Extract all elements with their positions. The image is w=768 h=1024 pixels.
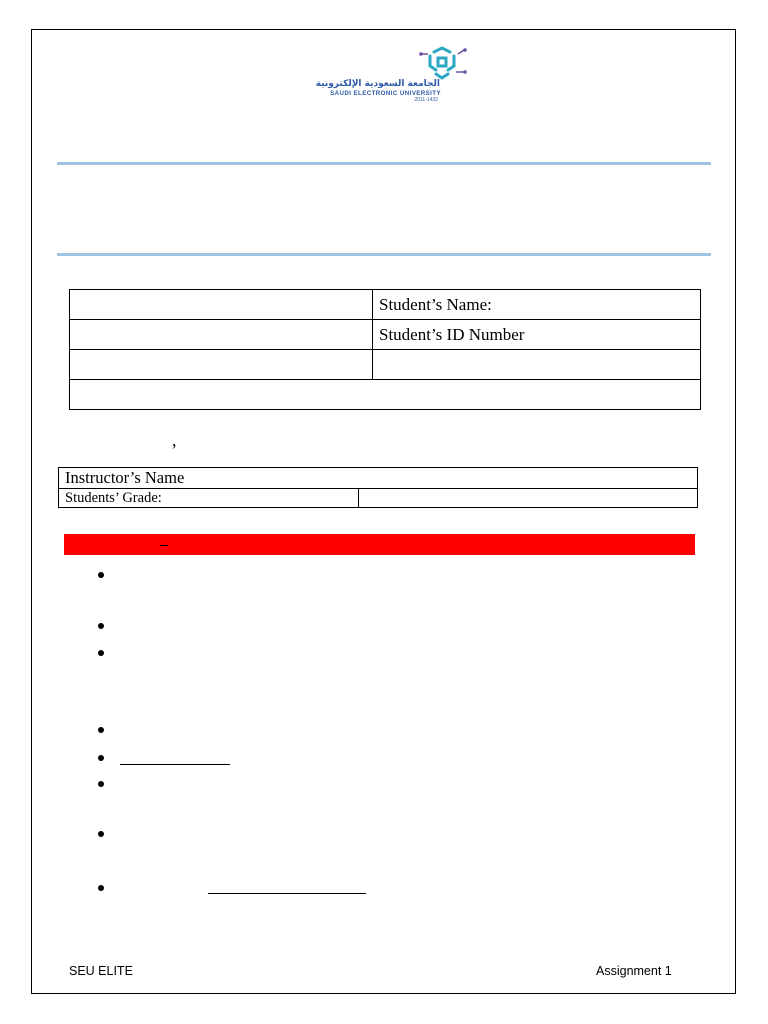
university-logo — [298, 46, 478, 104]
bullet-point — [98, 781, 104, 787]
seu-emblem-icon — [414, 46, 470, 82]
bullet-point — [98, 831, 104, 837]
header-rule-bottom — [57, 253, 711, 256]
page-border — [31, 29, 736, 994]
table-row — [59, 468, 698, 489]
table-cell[interactable] — [70, 380, 701, 410]
bullet-point — [98, 885, 104, 891]
table-row — [70, 290, 701, 320]
comma-mark: , — [172, 430, 177, 450]
logo-arabic-name: الجامعة السعودية الإلكترونية — [315, 79, 440, 89]
logo-english-name: SAUDI ELECTRONIC UNIVERSITY — [330, 90, 441, 97]
bullet-point — [98, 650, 104, 656]
table-row — [59, 489, 698, 508]
underline-blank — [120, 764, 230, 765]
banner-dash — [160, 545, 168, 546]
table-row — [70, 380, 701, 410]
red-banner — [64, 534, 695, 555]
students-grade-label: Students’ Grade: — [59, 489, 359, 508]
student-info-table — [69, 289, 701, 410]
underline-blank — [208, 893, 366, 894]
student-name-label: Student’s Name: — [373, 290, 701, 320]
footer-right-text: Assignment 1 — [596, 964, 672, 978]
bullet-point — [98, 623, 104, 629]
bullet-point — [98, 755, 104, 761]
instructor-name-label: Instructor’s Name — [59, 468, 698, 489]
table-row — [70, 320, 701, 350]
logo-years: 2011-1432 — [414, 97, 438, 103]
bullet-point — [98, 727, 104, 733]
footer-left-text: SEU ELITE — [69, 964, 133, 978]
students-grade-value[interactable] — [359, 489, 698, 508]
student-id-label: Student’s ID Number — [373, 320, 701, 350]
table-cell[interactable] — [70, 350, 373, 380]
table-cell[interactable] — [373, 350, 701, 380]
header-rule-top — [57, 162, 711, 165]
table-cell[interactable] — [70, 320, 373, 350]
table-cell[interactable] — [70, 290, 373, 320]
table-row — [70, 350, 701, 380]
bullet-point — [98, 572, 104, 578]
grade-table — [58, 467, 698, 508]
